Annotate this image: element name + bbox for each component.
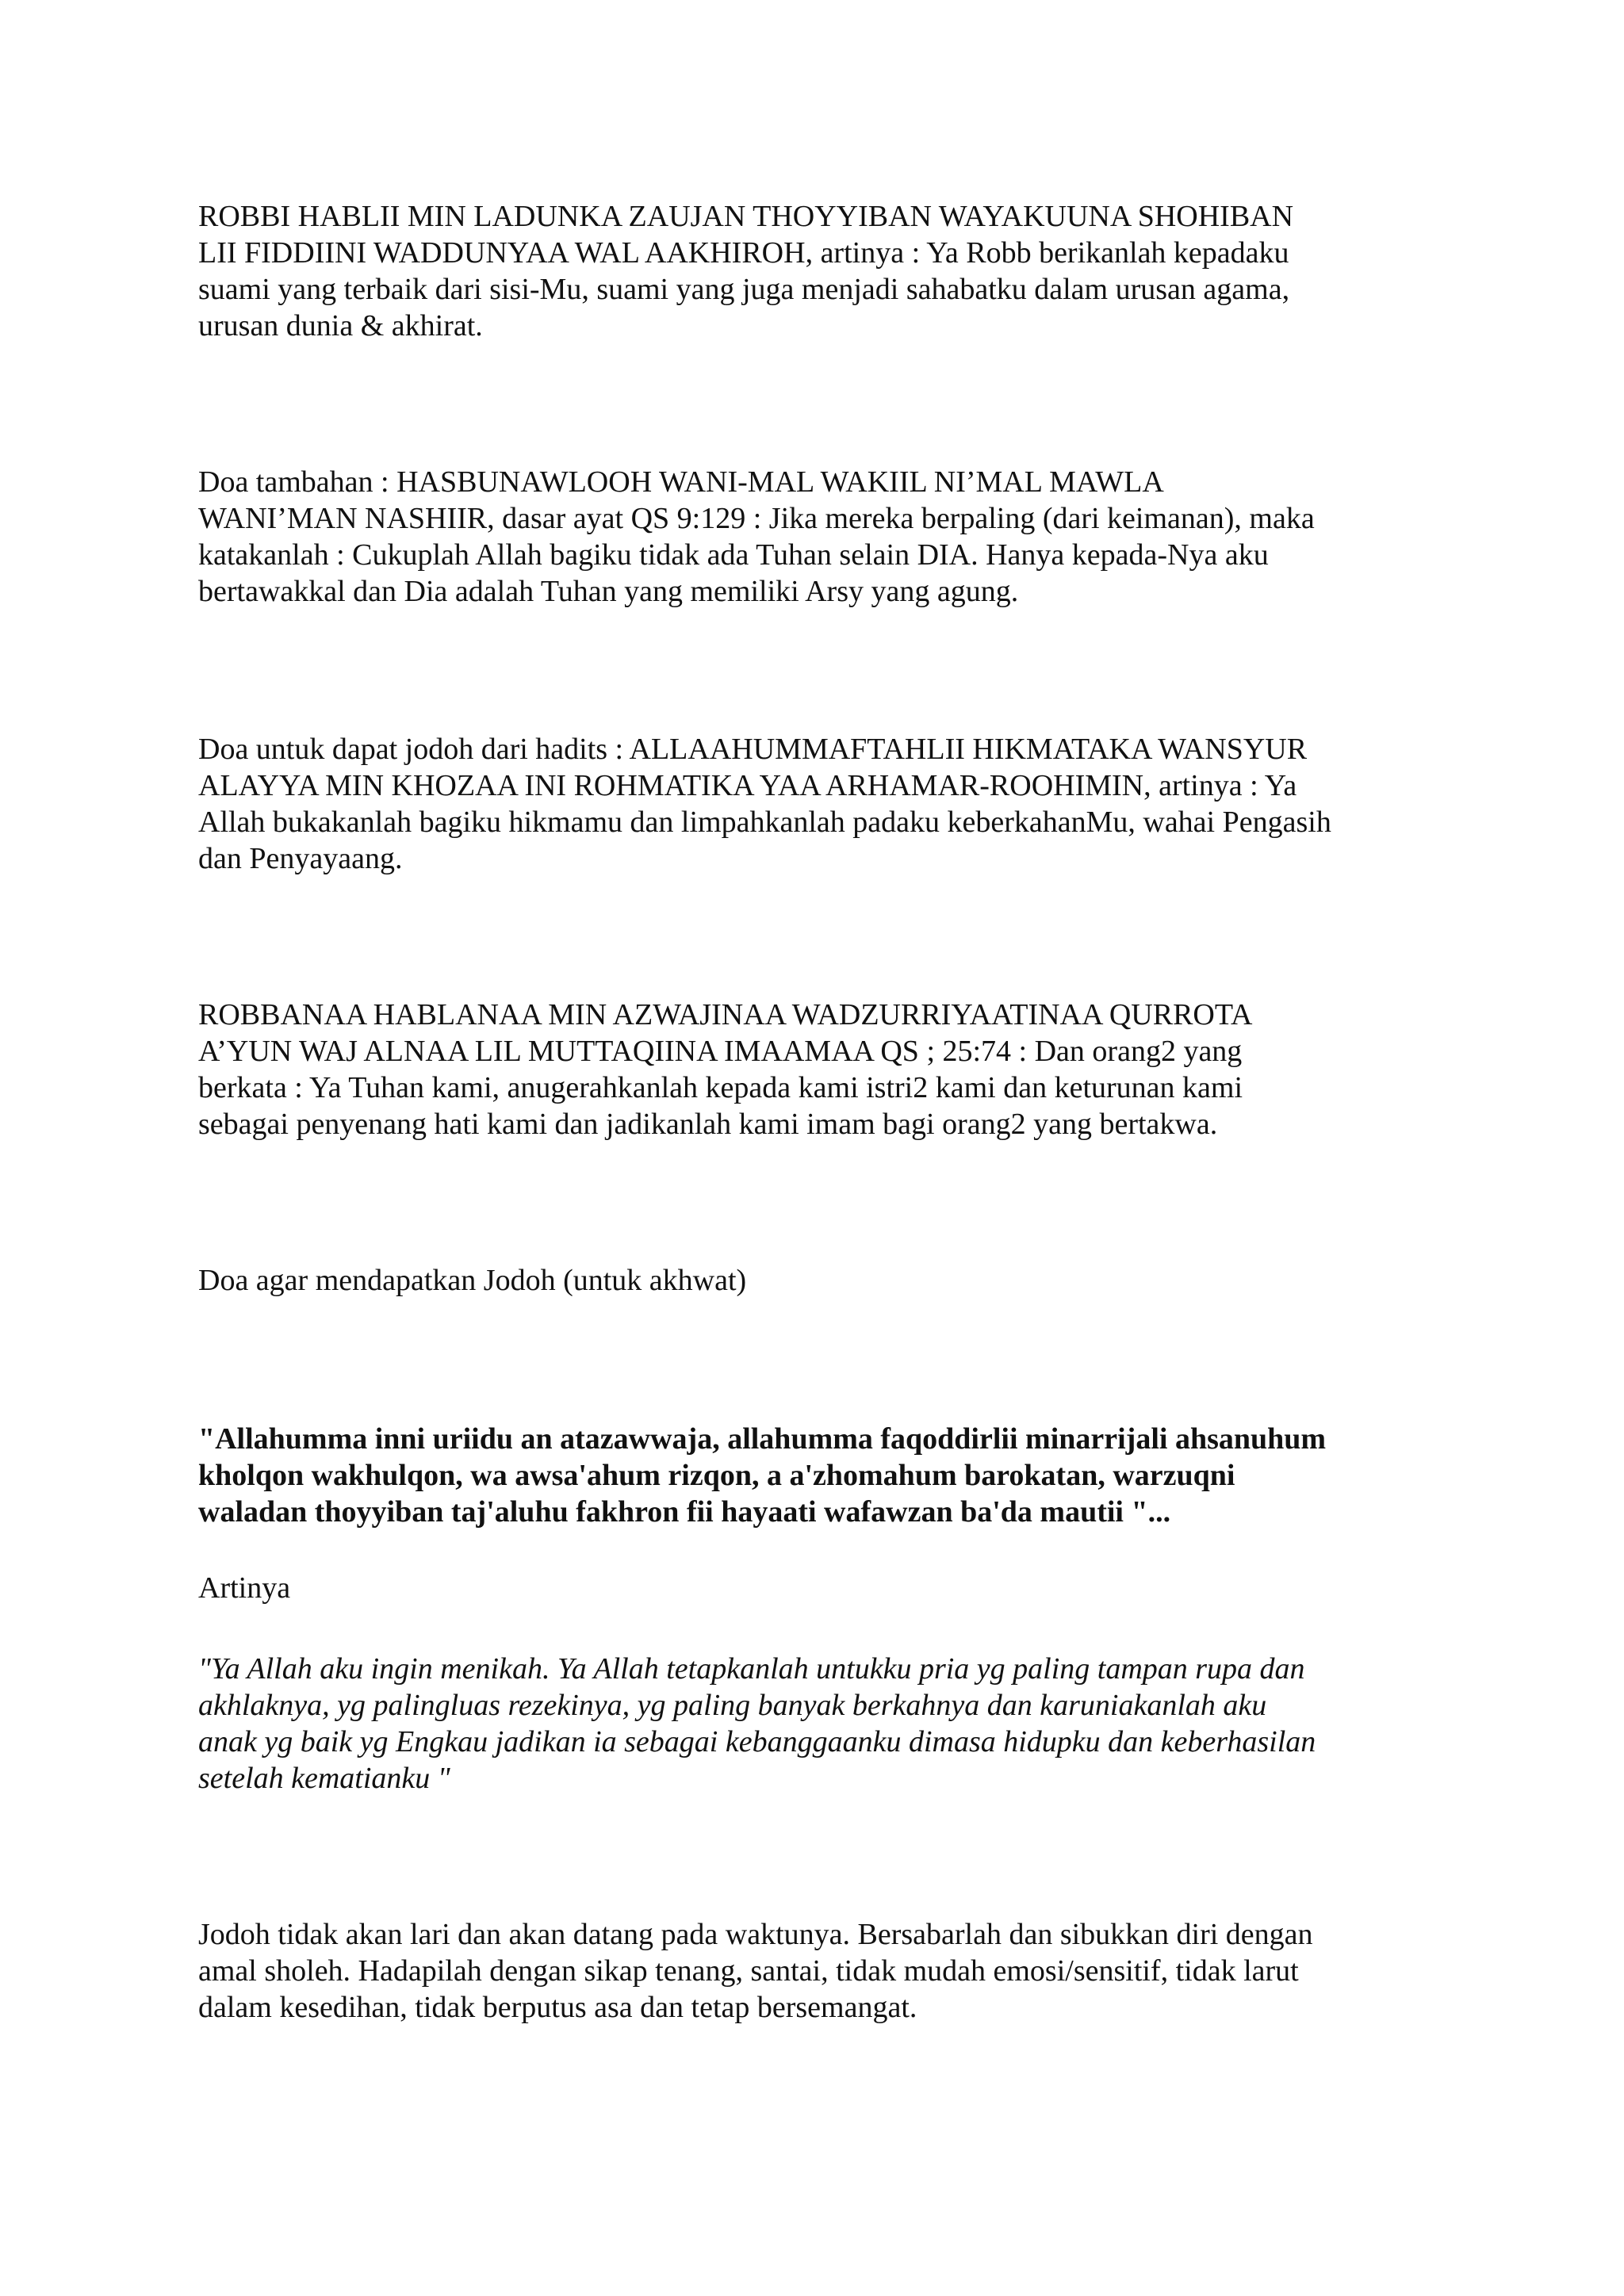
paragraph-doa-robbi-hablii: ROBBI HABLII MIN LADUNKA ZAUJAN THOYYIBAN WAYAKUUNA SHOHIBAN LII FIDDIINI WADDUNYAA WAL AAKHIROH, artinya : Ya Robb berikanlah kepadaku suami yang terbaik dari sisi-Mu, suami yang juga menjadi sahabatku dalam urusan agama, urusan dunia & akhirat. xyxy=(198,200,1294,342)
paragraph-doa-hadits: Doa untuk dapat jodoh dari hadits : ALLAAHUMMAFTAHLII HIKMATAKA WANSYUR ALAYYA MIN KHOZAA INI ROHMATIKA YAA ARHAMAR-ROOHIMIN, artinya : Ya Allah bukakanlah bagiku hikmamu dan limpahkanlah padaku keberkahanMu, wahai Pengasih dan Penyayaang. xyxy=(198,733,1331,875)
closing-advice-paragraph: Jodoh tidak akan lari dan akan datang pada waktunya. Bersabarlah dan sibukkan diri dengan amal sholeh. Hadapilah dengan sikap tenang, santai, tidak mudah emosi/sensitif, tidak larut dalam kesedihan, tidak berputus asa dan tetap bersemangat. xyxy=(198,1918,1313,2024)
translation-label: Artinya xyxy=(198,1571,291,1605)
paragraph-doa-tambahan: Doa tambahan : HASBUNAWLOOH WANI-MAL WAKIIL NI’MAL MAWLA WANI’MAN NASHIIR, dasar ayat QS 9:129 : Jika mereka berpaling (dari keimanan), maka katakanlah : Cukuplah Allah bagiku tidak ada Tuhan selain DIA. Hanya kepada-Nya aku bertawakkal dan Dia adalah Tuhan yang memiliki Arsy yang agung. xyxy=(198,465,1315,608)
arabic-transliteration-prayer: "Allahumma inni uriidu an atazawwaja, allahumma faqoddirlii minarrijali ahsanuhum kholqon wakhulqon, wa awsa'ahum rizqon, a a'zhomahum barokatan, warzuqni waladan thoyyiban taj'aluhu fakhron fii hayaati wafawzan ba'da mautii "... xyxy=(198,1422,1327,1529)
paragraph-doa-robbanaa: ROBBANAA HABLANAA MIN AZWAJINAA WADZURRIYAATINAA QURROTA A’YUN WAJ ALNAA LIL MUTTAQIINA IMAAMAA QS ; 25:74 : Dan orang2 yang berkata : Ya Tuhan kami, anugerahkanlah kepada kami istri2 kami dan keturunan kami sebagai penyenang hati kami dan jadikanlah kami imam bagi orang2 yang bertakwa. xyxy=(198,998,1253,1141)
prayer-translation: "Ya Allah aku ingin menikah. Ya Allah tetapkanlah untukku pria yg paling tampan rupa dan akhlaknya, yg palingluas rezekinya, yg paling banyak berkahnya dan karuniakanlah aku anak yg baik yg Engkau jadikan ia sebagai kebanggaanku dimasa hidupku dan keberhasilan setelah kematianku " xyxy=(198,1652,1316,1795)
section-heading-doa-akhwat: Doa agar mendapatkan Jodoh (untuk akhwat) xyxy=(198,1264,747,1297)
